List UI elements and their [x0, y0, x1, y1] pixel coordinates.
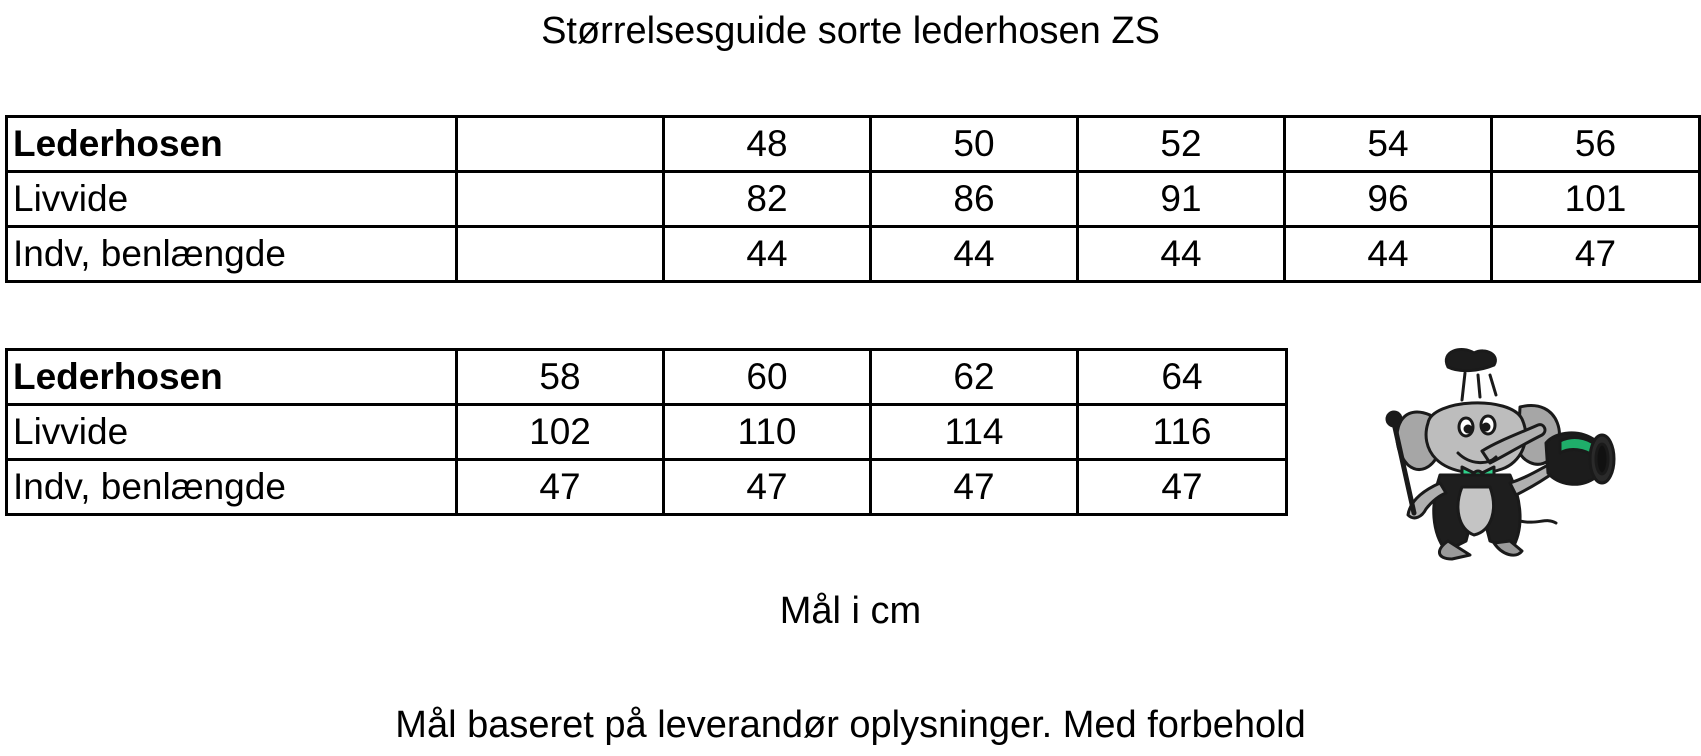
table-cell: 114 — [871, 405, 1078, 460]
table-row — [7, 405, 1287, 460]
disclaimer-text: Mål baseret på leverandør oplysninger. Med forbehold — [395, 704, 1306, 746]
table-cell: 91 — [1078, 172, 1285, 227]
table-cell — [457, 117, 664, 172]
table-row — [7, 172, 1700, 227]
table-row — [7, 350, 1287, 405]
table-cell — [457, 227, 664, 282]
table-cell: 48 — [664, 117, 871, 172]
table-row — [7, 117, 1700, 172]
size-table-2 — [5, 348, 1288, 516]
table-cell: 44 — [1078, 227, 1285, 282]
table-cell: 44 — [664, 227, 871, 282]
table-cell: 60 — [664, 350, 871, 405]
row-label: Livvide — [7, 172, 457, 227]
page-title: Størrelsesguide sorte lederhosen ZS — [541, 10, 1160, 52]
table-cell: 64 — [1078, 350, 1287, 405]
table-cell: 82 — [664, 172, 871, 227]
table-cell: 58 — [457, 350, 664, 405]
table-cell: 96 — [1285, 172, 1492, 227]
table-cell: 47 — [1078, 460, 1287, 515]
table-cell: 110 — [664, 405, 871, 460]
table-cell: 44 — [871, 227, 1078, 282]
table-cell: 50 — [871, 117, 1078, 172]
row-label: Indv, benlængde — [7, 460, 457, 515]
table-cell: 47 — [1492, 227, 1700, 282]
table-cell: 47 — [871, 460, 1078, 515]
unit-note: Mål i cm — [779, 590, 922, 632]
row-label: Indv, benlængde — [7, 227, 457, 282]
table-cell: 44 — [1285, 227, 1492, 282]
table-cell: 62 — [871, 350, 1078, 405]
row-label: Lederhosen — [7, 350, 457, 405]
table-row — [7, 227, 1700, 282]
table-cell: 54 — [1285, 117, 1492, 172]
table-cell — [457, 172, 664, 227]
table-cell: 47 — [664, 460, 871, 515]
table-cell: 101 — [1492, 172, 1700, 227]
table-cell: 102 — [457, 405, 664, 460]
table-cell: 116 — [1078, 405, 1287, 460]
elephant-mascot-icon — [1370, 345, 1635, 565]
row-label: Lederhosen — [7, 117, 457, 172]
table-row — [7, 460, 1287, 515]
table-cell: 52 — [1078, 117, 1285, 172]
table-cell: 86 — [871, 172, 1078, 227]
size-table-1 — [5, 115, 1701, 283]
row-label: Livvide — [7, 405, 457, 460]
table-cell: 56 — [1492, 117, 1700, 172]
table-cell: 47 — [457, 460, 664, 515]
